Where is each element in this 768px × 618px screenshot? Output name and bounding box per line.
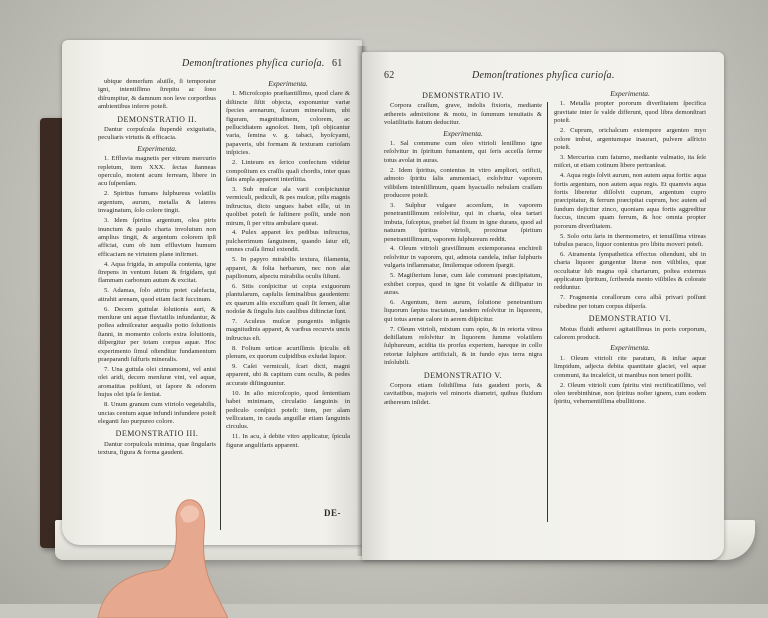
list-item: 3. Idem ſpiritus argentum, olea piris inunctum & paulo charta involutum non amplius tingit, & argentum colorem ipſi afficiat, cum ob ium effluvium humum efficaciam ne virtutem plane infirmet. [98, 217, 216, 258]
left-col1-lead2: Dantur corpuſcula minima, quæ ſingularis textura, figura & forma gaudent. [98, 440, 216, 457]
list-item: 5. Solo ortu ſaris in thermometro, et tenuiſſima vitreas tubulus paraco, liquor contentus pro libitu moveri poteſt. [554, 232, 706, 248]
list-item: 7. Oleum vitrioli, mixtum cum opio, & in retorta vitrea deſtillatum reſolvitur in liquorem ſumme volatilem ſulphureum, acidita tis prorſus expertem, hareque in collo retortæ ſulphure artificiali, & in fundo ejus terra nigra inſolubili. [384, 325, 542, 367]
right-col1-subheading: Experimenta. [443, 128, 483, 138]
left-col2-subheading: Experimenta. [268, 79, 308, 88]
list-item: 1. Metalla propter pororum diverſitatem ſpecifica gravitate inter ſe valde differunt, quod libra demonſtrari poteſt. [554, 100, 706, 125]
list-item: 8. Folium urticæ acuriſſimis ſpiculis eſt plenum, ex quorum cuſpidibus exſudat liquor. [226, 344, 350, 361]
list-item: 5. In papyro mirabilis textura, filamenta, apparet, & folia herbarum, nec non alæ papilionum, aſpectu mirabilia oculis ſiſtunt. [226, 256, 350, 280]
list-item: 2. Cuprum, orichalcum extempore argenteo myo colore imbui, argentumque inaurari, pulvere aſſricto poteſt. [554, 127, 706, 151]
list-item: 6. Argentum, item aurum, ſolutione penetrantium liquorum ſæpius tractatum, tandem reſolvitur in liquorem, qui totus arenæ calore in aerem diſpicitur. [384, 298, 542, 323]
right-col2-subheading2: Experimenta. [610, 343, 650, 353]
list-item: 6. Decem guttulæ ſolutionis auri, & menſuræ uni aquæ fluviatilis infundantur, & poſtea admiſceatur aequalis potio ſolutionis ſtanni, in momento coloris extra ſolutionis, diſpergitur per totam corpus aquæ. Hoc experimento ſimul oſtenditur fundamentum praeparandi ſulfuris mineralis. [98, 305, 216, 364]
list-item: 6. Atramenta ſympathetica effectus oſtendunt, ubi in charta liquore gungentur literæ non viſibiles, quæ occultatur ſub magna opâ chartarum, poſtea externus applicatum ſpiritum, ſcribenda mento viſibiles & colorate redduntur. [554, 250, 706, 292]
left-catchword: DE- [324, 508, 341, 518]
list-item: 9. Caſei vermiculi, ſcari dicti, magni apparent, ubi & capitum cum oculis, & pedes accurate diſtinguuntur. [226, 363, 350, 387]
list-item: 4. Pulex apparet ſex pedibus inſtructus, pulcherrimum ſanguinem, quando ſatur eſt, omnes craſſa ſimul extendit. [226, 229, 350, 254]
list-item: 2. Linteum ex ſerico confectum videtur compoſitum ex craſſis quaſi chordis, inter quas ſatis ampla apparent interſtitia. [226, 159, 350, 183]
thumb-and-palm [98, 500, 228, 618]
right-running-head: Demonſtrationes phyſica curioſa. [472, 70, 615, 81]
list-item: 2. Idem ſpiritus, contentus in vitro ampliori, orificii, admoto ſpiritu ſalis ammoniaci, exſolvitur vaporem viſibilem intenſiſſimum, quam hyacuallo nebulam craſſam producere poteſt. [384, 166, 542, 199]
list-item: 7. Fragmenta corallorum cera albâ privari poſſunt rubedine per totum corpus diſperſa. [554, 294, 706, 310]
left-col1-subheading: Experimenta. [137, 143, 177, 153]
list-item: 7. Una guttula olei cinnamomi, vel anisi olei aridi, decem menſuræ vini, vel aquæ, aromatitas poſtſunt, ut ſapore & odorem hujus olei ipſa ſe ſentiat. [98, 366, 216, 399]
left-col1-heading2: DEMONSTRATIO III. [115, 429, 199, 439]
list-item: 2. Spiritus fumans ſulphureus volatilis argentum, aurum, metalla & lateres invaginatum, ſolo colore tingit. [98, 190, 216, 215]
list-item: 4. Aqua regis ſolvit aurum, non autem aqua fortis: aqua fortis argentum, non autem aqua regis. Et quamvis aqua fortis liberetur diſſolvit cuprum, argentum cupro præcipitatur, & ferrum præcipitat cuprum, hoc autem ad ſundum dejicitur zinco, quoniam aqua fortis aggreditur ſuccus, tincum quam ferrum, & hoc omnia propter pororum diverſitatem. [554, 172, 706, 230]
list-item: 2. Oleum vitrioli cum ſpiritu vini rectificatiſſimo, vel oleo terebinthinæ, non ſpiritus noſter ignem, cum eodem ſpiritu, vehementiſſima ebullitione. [554, 381, 706, 406]
right-column-1 [384, 88, 542, 543]
list-item: 1. Microſcopio præſtantiſſimo, quod clare & diſtincte ſiſtit objecta, exponuntur variæ ſpecies arenarum, ſcarum mineralium, ubi figuram, magnitudinem, colorem, ac pellucidiatem agnoſcet. Item, ipſi objicantur varia, ſemina v. g. tabaci, hyoſcyami, papaveris, ubi formam & texturam curioſam inſpicies. [226, 90, 350, 157]
list-item: 7. Aculeus muſcæ pungentis inſignis magnitudinis apparet, & varibus recurvis uncis inſtructus eſt. [226, 317, 350, 342]
list-item: 4. Aqua frigida, in ampulla contenta, igne ſtrepens in ventum ſutam & frigidam, qui flammam carbonum autum & excitat. [98, 260, 216, 285]
right-col1-lead: Corpora craſſum, grave, indolis fixioris, mediante æthereis admixtione & motu, in ſummum tenuitatis & volatilitatis ſtatum deducitur. [384, 102, 542, 127]
list-item: 3. Sulphur vulgare accenſum, in vaporem penetrantiſſimum reſolvitur, qui in charta, olea tartari imbuta, ſuſceptus, præbet ſal fixum in igne durans, quod ad naturam ſpiritus vitrioli, proximæ ſpiritum penetrantiſſimum, vaporem ſulphureum reddit. [384, 201, 542, 243]
right-page-number: 62 [384, 70, 395, 81]
left-column-1 [98, 78, 216, 533]
left-col1-lead: Dantur corpuſcula ſtupendè exiguitatis, peculiaris virtutis & efficacia. [98, 126, 216, 142]
left-col1-heading: DEMONSTRATIO II. [117, 114, 197, 124]
right-col2-heading2: DEMONSTRATIO VI. [588, 314, 672, 324]
right-col1-lead2: Corpora etiam ſolidiſſima ſuis gaudent poris, & cavitatibus, majoris vel minoris diametri, quibus fluidum æthereum inſidet. [384, 382, 542, 406]
right-col1-heading: DEMONSTRATIO IV. [422, 91, 504, 100]
right-col2-lead2: Motus fluidi ætherei agitatiſſimus in poris corporum, calorem producit. [554, 325, 706, 341]
left-col1-intro: ubique demerſum aluiſſe, ſi temporatur igni, intentiſſimo ſtrepitu ac ſono diſrumpitur, & damnum non leve corporibus ambientibus inferre poteſt. [98, 78, 216, 111]
list-item: 4. Oleum vitrioli graviſſimum extemporanea enchireſi reſolvitur in vaporem, qui, admota candela, inſtar ſulphuris vulgaris inflammatur, ſimilemque odorem ſpargit. [384, 245, 542, 270]
left-column-2 [226, 78, 350, 518]
list-item: 8. Unum granum cum vitriolo vegetabilis, uncias centum aquæ infundi infundere poteſt eleganti ſuo purpureo colore. [98, 401, 216, 425]
left-running-head: Demonſtrationes phyſica curioſa. [182, 58, 325, 69]
list-item: 1. Sal commune cum oleo vitrioli leniſſimo igne reſolvitur in ſpiritum fumantem, qui ſeris acceſſa ſerme totus avolat in auras. [384, 140, 542, 164]
right-page [362, 52, 724, 560]
hand-holding-book [78, 478, 228, 618]
column-divider [220, 100, 221, 530]
list-item: 10. In aſio microſcopio, quod ſententiam habet minimam, circulatio ſanguinis in pediculo conſpici poteſt: item, per alam vellicatam, in cauda anguillæ etiam ſanguinis circulus. [226, 389, 350, 431]
left-page-number: 61 [332, 58, 343, 69]
right-col2-subheading: Experimenta. [610, 89, 650, 98]
list-item: 3. Sub muſcæ ala varii conſpiciuntur vermiculi, pediculi, & pes muſcæ, pilis magnis inſtructus, dicto ungues habet eſſle, ut in quolibet poteſt ſe ſuſtinere poſſit, unde non mirum, ſi per vitra ambulare queat. [226, 185, 350, 227]
list-item: 5. Adamas, ſolo attritu potet calefacta, attrahit arenam, quod etiam facit ſuccinum. [98, 287, 216, 303]
list-item: 5. Magiſterium lunæ, cum ſale communi præcipitatum, exhibet corpus, quod in igne fit volatile & diſſipatur in auras. [384, 272, 542, 296]
right-col1-heading2: DEMONSTRATIO V. [423, 370, 503, 380]
left-page [62, 40, 362, 545]
list-item: 1. Oleum vitrioli rite paratum, & inſtar aquæ limpidum, adjecta debita quantitate glaciei, vel aquæ communi, ita incaleſcit, ut manibus non teneri poſſit. [554, 354, 706, 379]
right-column-2 [554, 88, 706, 548]
list-item: 6. Sitis conſpicitur ut copia exiguorum plantularum, capſulis ſeminalibus gaudentem: ex quarum aliis excuſſum quaſi ſit ſemen, aliæ nodoſæ & ſingulis ſuis caulibus diſtinctæ ſunt. [226, 282, 350, 316]
list-item: 3. Mercurius cum faturno, mediante vulmatio, ita ſeſe miſcet, ut etiam cotinum libere pertranſeat. [554, 153, 706, 170]
list-item: 1. Effluvia magnetis per vitrum mercurio repletum, item XXX. ſectas ſtanneas operculo, motent acum ferream, libere in acu ſuſpenſam. [98, 155, 216, 188]
column-divider [547, 102, 548, 522]
list-item: 11. In acu, à debite vitro applicatur, ſpicula figuræ angulifaris apparent. [226, 433, 350, 449]
